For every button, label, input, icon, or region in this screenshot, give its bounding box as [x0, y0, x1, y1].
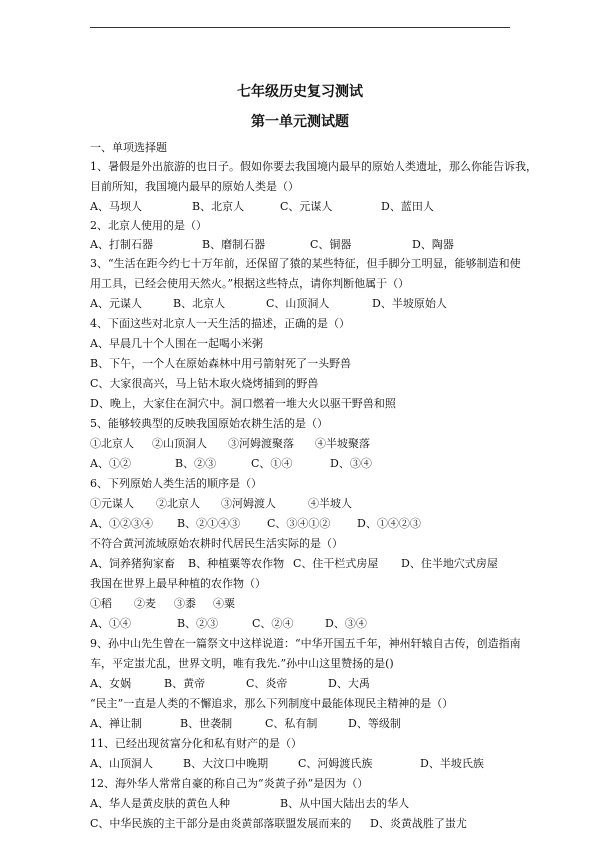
q12-option-d[interactable]: D、炎黄战胜了蚩尤: [370, 817, 467, 830]
q2-option-d[interactable]: D、陶器: [412, 238, 454, 251]
q4-option-c[interactable]: C、大家很高兴，马上钻木取火烧烤捕到的野兽: [90, 377, 319, 390]
q10-option-b[interactable]: B、世袭制: [180, 717, 233, 730]
q4-option-d[interactable]: D、晚上，大家住在洞穴中。洞口燃着一堆大火以驱干野兽和照: [90, 397, 396, 410]
q12-option-a[interactable]: A、华人是黄皮肤的黄色人种: [90, 797, 230, 810]
q1-option-d[interactable]: D、蓝田人: [381, 200, 434, 213]
q6-item-3: ③河姆渡人: [221, 497, 276, 510]
q2-stem: 2、北京人使用的是（）: [90, 219, 207, 232]
q8-option-c[interactable]: C、②④: [252, 617, 294, 630]
q6-stem: 6、下列原始人类生活的顺序是（）: [90, 477, 262, 490]
q9-option-d[interactable]: D、大禹: [328, 677, 370, 690]
q8-option-a[interactable]: A、①④: [90, 617, 131, 630]
q8-option-d[interactable]: D、③④: [325, 617, 367, 630]
q12-option-b[interactable]: B、从中国大陆出去的华人: [280, 797, 410, 810]
q10-options: [90, 717, 401, 731]
q5-options: [90, 457, 372, 471]
q6-option-a[interactable]: A、①②③④: [90, 517, 153, 530]
q1-option-b[interactable]: B、北京人: [192, 200, 245, 213]
q9-option-b[interactable]: B、黄帝: [164, 677, 206, 690]
q9-stem-line2: 车，平定蚩尤乱，世界文明，唯有我先.”孙中山这里赞扬的是(): [90, 657, 394, 670]
q6-item-2: ②北京人: [156, 497, 200, 510]
q11-option-d[interactable]: D、半坡氏族: [420, 757, 484, 770]
q11-option-c[interactable]: C、河姆渡氏族: [298, 757, 373, 770]
q3-stem-line2: 用工具，已经会使用天然火。”根据这些特点，请你判断他属于（）: [90, 277, 410, 290]
q7-stem: 不符合黄河流域原始农耕时代居民生活实际的是（）: [90, 537, 343, 550]
q8-items: [90, 597, 235, 611]
q7-option-c[interactable]: C、住干栏式房屋: [293, 557, 379, 570]
q3-stem-line1: 3、“生活在距今约七十万年前，还保留了猿的某些特征，但手脚分工明显，能够制造和使: [90, 257, 521, 270]
q1-options: [90, 200, 434, 214]
q8-item-3: ③黍: [174, 597, 196, 610]
q11-option-b[interactable]: B、大汶口中晚期: [183, 757, 269, 770]
q7-option-a[interactable]: A、饲养猪狗家畜: [90, 557, 175, 570]
q7-option-b[interactable]: B、种植粟等农作物: [188, 557, 285, 570]
q5-items: [90, 437, 370, 451]
q9-stem-line1: 9、孙中山先生曾在一篇祭文中这样说道：“中华开国五千年，神州轩辕自古传，创造指南: [90, 637, 521, 650]
q6-option-d[interactable]: D、①④②③: [357, 517, 421, 530]
q2-option-b[interactable]: B、磨制石器: [202, 238, 266, 251]
q8-item-1: ①稻: [90, 597, 112, 610]
q2-options: [90, 238, 454, 252]
q5-stem: 5、能够较典型的反映我国原始农耕生活的是（）: [90, 417, 328, 430]
q6-option-b[interactable]: B、②①④③: [177, 517, 241, 530]
q3-options: [90, 297, 447, 311]
q5-option-c[interactable]: C、①④: [251, 457, 293, 470]
page-subtitle: 第一单元测试题: [251, 114, 349, 130]
header-rule: [90, 27, 510, 28]
q12-options-row1: [90, 797, 409, 811]
q3-option-c[interactable]: C、山顶洞人: [266, 297, 330, 310]
q11-option-a[interactable]: A、山顶洞人: [90, 757, 153, 770]
q11-stem: 11、已经出现贫富分化和私有财产的是（）: [90, 737, 302, 750]
q10-option-d[interactable]: D、等级制: [348, 717, 401, 730]
q5-item-1: ①北京人: [90, 437, 134, 450]
q7-options: [90, 557, 498, 571]
q2-option-c[interactable]: C、铜器: [310, 238, 352, 251]
q12-option-c[interactable]: C、中华民族的主干部分是由炎黄部落联盟发展而来的: [90, 817, 352, 830]
q5-item-2: ②山顶洞人: [152, 437, 207, 450]
q10-stem: “民主”一直是人类的不懈追求，那么下列制度中最能体现民主精神的是（）: [90, 697, 454, 710]
q6-options: [90, 517, 421, 531]
q8-item-2: ②麦: [134, 597, 156, 610]
q1-stem-line2: 目前所知，我国境内最早的原始人类是（）: [90, 180, 299, 193]
q9-option-c[interactable]: C、炎帝: [246, 677, 288, 690]
q5-item-3: ③河姆渡聚落: [228, 437, 294, 450]
q9-options: [90, 677, 370, 691]
q12-stem: 12、海外华人常常自豪的称自己为“炎黄子孙”是因为（）: [90, 777, 369, 790]
q6-items: [90, 497, 352, 511]
q2-option-a[interactable]: A、打制石器: [90, 238, 153, 251]
q3-option-a[interactable]: A、元谋人: [90, 297, 142, 310]
q4-stem: 4、下面这些对北京人一天生活的描述，正确的是（）: [90, 317, 350, 330]
q5-option-b[interactable]: B、②③: [175, 457, 217, 470]
q3-option-d[interactable]: D、半坡原始人: [372, 297, 447, 310]
q5-option-d[interactable]: D、③④: [330, 457, 372, 470]
q12-options-row2: [90, 817, 467, 831]
q8-stem: 我国在世界上最早种植的农作物（）: [90, 577, 266, 590]
q1-stem-line1: 1、暑假是外出旅游的也日子。假如你要去我国境内最早的原始人类遗址，那么你能告诉我，: [90, 160, 537, 173]
q6-item-4: ④半坡人: [308, 497, 352, 510]
q1-option-a[interactable]: A、马坝人: [90, 200, 142, 213]
q9-option-a[interactable]: A、女娲: [90, 677, 131, 690]
q11-options: [90, 757, 484, 771]
q6-option-c[interactable]: C、③④①②: [267, 517, 331, 530]
q5-option-a[interactable]: A、①②: [90, 457, 131, 470]
q6-item-1: ①元谋人: [90, 497, 134, 510]
q8-item-4: ④粟: [213, 597, 235, 610]
q8-options: [90, 617, 367, 631]
q7-option-d[interactable]: D、住半地穴式房屋: [401, 557, 498, 570]
q10-option-c[interactable]: C、私有制: [265, 717, 318, 730]
q1-option-c[interactable]: C、元谋人: [280, 200, 333, 213]
q4-option-b[interactable]: B、下午，一个人在原始森林中用弓箭射死了一头野兽: [90, 357, 352, 370]
q8-option-b[interactable]: B、②③: [177, 617, 219, 630]
section-heading: 一、单项选择题: [90, 141, 167, 154]
page-title: 七年级历史复习测试: [237, 84, 363, 100]
q10-option-a[interactable]: A、禅让制: [90, 717, 142, 730]
q5-item-4: ④半坡聚落: [315, 437, 370, 450]
q3-option-b[interactable]: B、北京人: [173, 297, 226, 310]
q4-option-a[interactable]: A、早晨几十个人围在一起喝小米粥: [90, 337, 263, 350]
